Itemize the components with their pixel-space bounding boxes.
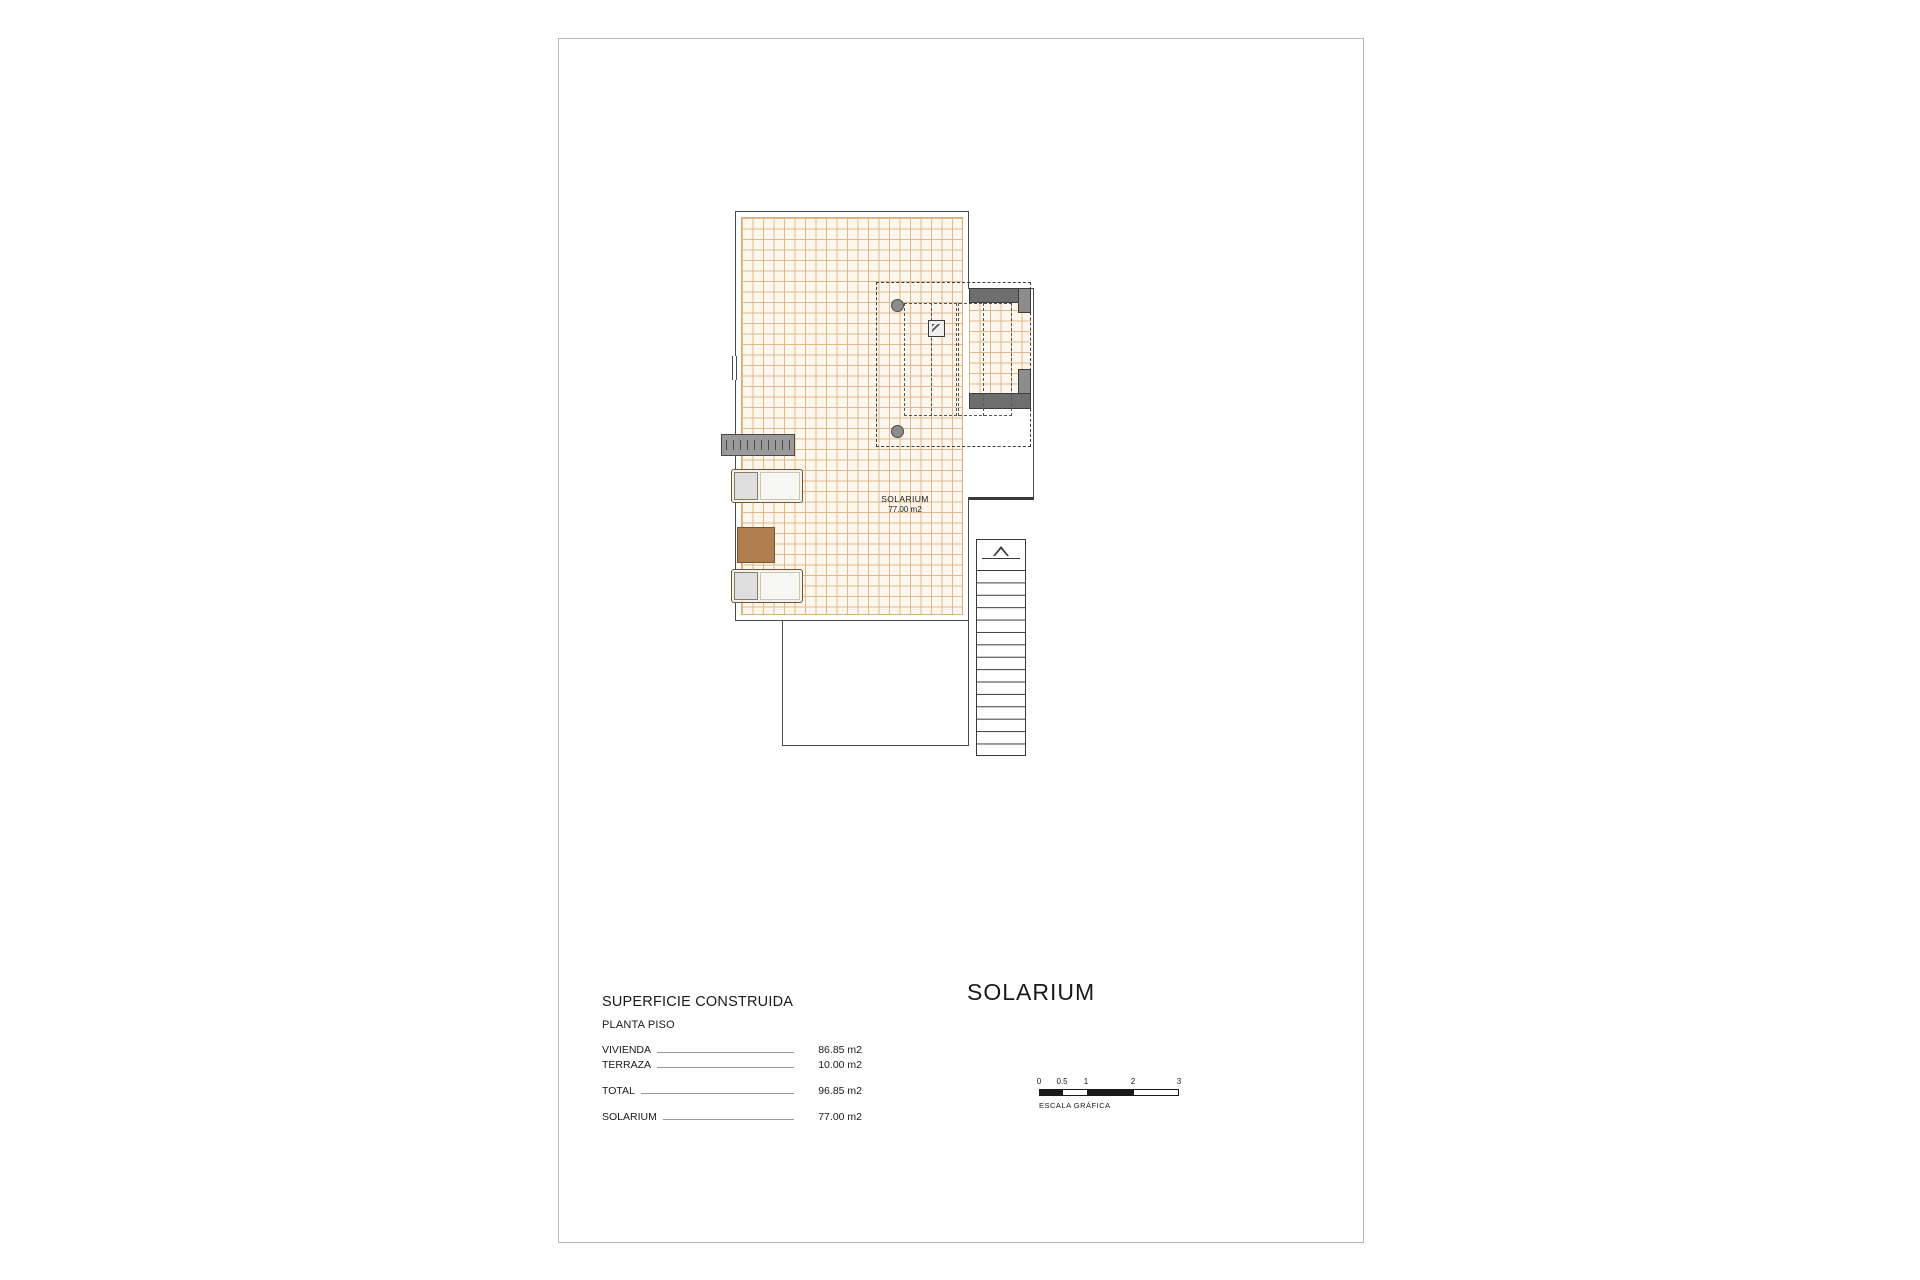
sun-lounger-bottom xyxy=(731,569,803,603)
sun-lounger-top xyxy=(731,469,803,503)
scale-segment xyxy=(1040,1090,1063,1095)
bench-slats xyxy=(726,440,790,450)
scale-tick-labels xyxy=(1036,1077,1182,1089)
scale-tick: 3 xyxy=(1176,1077,1182,1086)
scale-caption: ESCALA GRÁFICA xyxy=(1039,1101,1111,1110)
leader-dots xyxy=(663,1118,794,1120)
room-label-area: 77.00 m2 xyxy=(888,505,922,515)
lounger-headrest xyxy=(734,472,758,500)
area-row-vivienda xyxy=(602,1044,862,1056)
room-label-name: SOLARIUM xyxy=(881,494,929,504)
stair-direction-arrow-inner xyxy=(995,549,1007,556)
stair-landing-wall xyxy=(969,497,1034,500)
area-row-value: 96.85 m2 xyxy=(818,1085,862,1097)
lounger-seat xyxy=(760,472,800,500)
area-row-label: SOLARIUM xyxy=(602,1111,657,1123)
area-row-solarium xyxy=(602,1111,862,1123)
lounger-headrest xyxy=(734,572,758,600)
scale-segment xyxy=(1087,1090,1134,1095)
area-row-total xyxy=(602,1085,862,1097)
area-row-label: TERRAZA xyxy=(602,1059,652,1071)
staircase xyxy=(976,539,1026,756)
scale-tick: 2 xyxy=(1130,1077,1136,1086)
spacer xyxy=(602,1074,862,1085)
equipment-box-icon xyxy=(928,320,945,337)
leader-dots xyxy=(641,1092,794,1094)
leader-dots xyxy=(657,1051,794,1053)
equipment-glyph xyxy=(932,324,941,333)
area-row-label: VIVIENDA xyxy=(602,1044,652,1056)
scale-tick: 0 xyxy=(1036,1077,1042,1086)
area-row-label: TOTAL xyxy=(602,1085,635,1097)
pergola-post-bottom xyxy=(891,425,904,438)
wall-niche xyxy=(732,356,737,380)
area-row-value: 77.00 m2 xyxy=(818,1111,862,1123)
area-schedule-heading: SUPERFICIE CONSTRUIDA xyxy=(602,994,794,1010)
stair-treads xyxy=(977,570,1025,755)
drawing-sheet xyxy=(558,38,1364,1243)
bench-strip xyxy=(721,434,795,456)
area-schedule-subheading: PLANTA PISO xyxy=(602,1019,675,1031)
pergola-post-top xyxy=(891,299,904,312)
area-row-value: 10.00 m2 xyxy=(818,1059,862,1071)
room-label xyxy=(845,494,965,516)
area-row-terraza xyxy=(602,1059,862,1071)
scale-tick: 0.5 xyxy=(1056,1077,1068,1086)
lounger-seat xyxy=(760,572,800,600)
scale-bar xyxy=(1039,1089,1179,1096)
scale-tick: 1 xyxy=(1083,1077,1089,1086)
plan-title: SOLARIUM xyxy=(967,979,1096,1005)
spacer xyxy=(602,1100,862,1111)
graphic-scale xyxy=(1036,1077,1182,1110)
area-schedule xyxy=(602,994,862,1126)
stair-landing-line xyxy=(982,558,1020,559)
area-row-value: 86.85 m2 xyxy=(818,1044,862,1056)
leader-dots xyxy=(657,1066,794,1068)
side-table xyxy=(737,527,775,563)
lower-terrace-outline xyxy=(782,621,969,746)
pergola-beam-2 xyxy=(958,303,984,416)
